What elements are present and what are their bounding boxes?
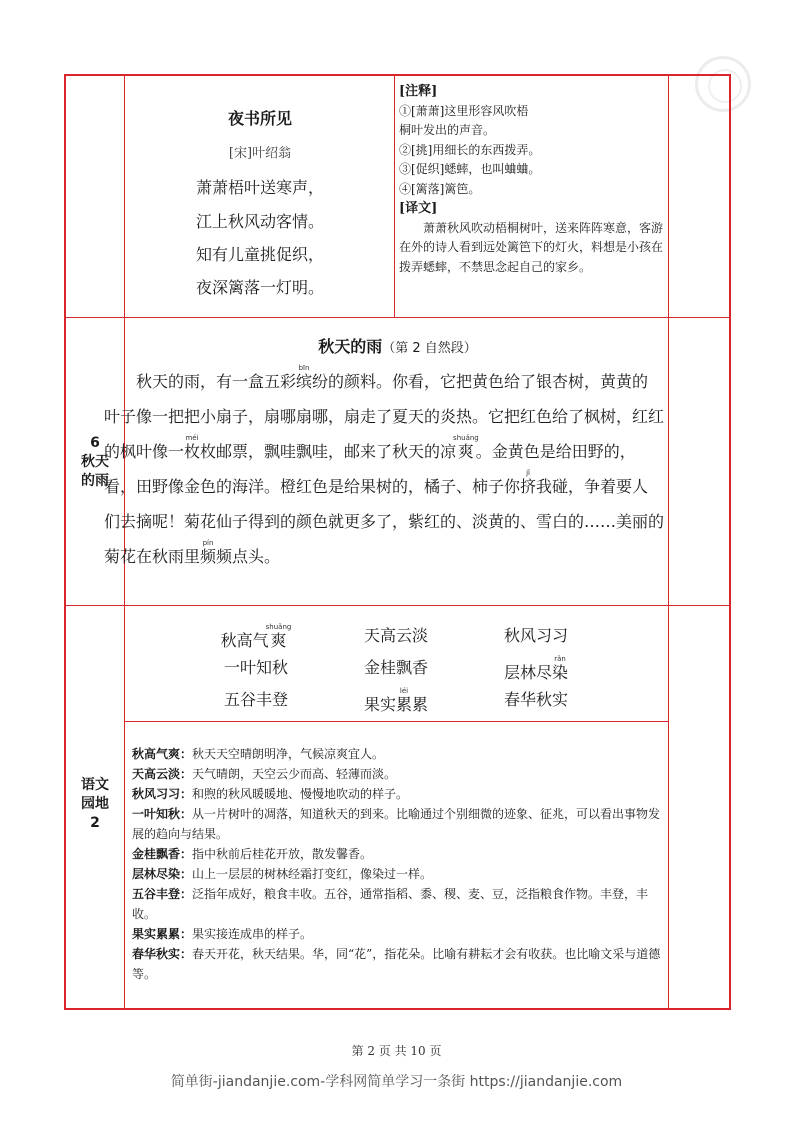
- idiom-item: 春华秋实: [503, 690, 568, 709]
- paragraph-text: 枚邮票，飘哇飘哇，邮来了秋天的凉: [200, 442, 457, 461]
- lesson-subtitle: （第 2 自然段）: [382, 341, 477, 356]
- paragraph-text: 我碰，争着要人们去摘呢！菊花仙子得到的颜色就更多了，紫红的、淡黄的、雪白的……美丽的菊花在秋雨里: [104, 477, 665, 566]
- translation-header: [译文]: [399, 201, 438, 216]
- explanation-term: 五谷丰登：: [132, 887, 193, 901]
- lesson-number: 2: [90, 815, 100, 831]
- column-divider-right: [668, 76, 669, 1008]
- explanation-term: 天高云淡：: [132, 767, 193, 781]
- idiom-explanations: [132, 744, 664, 984]
- explanation-term: 金桂飘香：: [132, 847, 193, 861]
- explanation-text: 从一片树叶的凋落，知道秋天的到来。比喻通过个别细微的迹象、征兆，可以看出事物发展的趋向与结果。: [132, 807, 661, 841]
- page-number: 第 2 页 共 10 页: [351, 1044, 442, 1058]
- pinyin-ruby: 染rǎn: [552, 655, 569, 682]
- lesson-label-line: 语文: [81, 777, 109, 793]
- translation-text: 萧萧秋风吹动梧桐树叶，送来阵阵寒意，客游在外的诗人看到远处篱笆下的灯火，料想是小孩在拨弄蟋蟀，不禁思念起自己的家乡。: [399, 220, 664, 274]
- idiom-item: 五谷丰登: [223, 690, 288, 709]
- explanation-term: 层林尽染：: [132, 867, 193, 881]
- explanation-item: [132, 864, 664, 884]
- explanation-text: 指中秋前后桂花开放，散发馨香。: [192, 847, 373, 861]
- explanation-item: [132, 844, 664, 864]
- explanation-item: [132, 884, 664, 924]
- notes-header: [注释]: [399, 84, 438, 99]
- idiom-item: 秋高气爽shuǎng: [220, 623, 292, 650]
- explanation-item: [132, 924, 664, 944]
- poem-line: 江上秋风动客情。: [195, 212, 324, 231]
- poem-line: 萧萧梧叶送寒声，: [195, 178, 324, 197]
- poem-title: 夜书所见: [227, 109, 292, 128]
- paragraph-text: 秋天的雨，有一盒五彩: [136, 372, 297, 391]
- idiom-item: 天高云淡: [363, 626, 428, 645]
- lesson-paragraph: [104, 364, 664, 574]
- lesson-title: [126, 334, 669, 357]
- lesson-label-line: 的雨: [81, 473, 109, 489]
- poem-notes: [399, 82, 667, 277]
- explanation-text: 天气晴朗，天空云少而高、轻薄而淡。: [192, 767, 397, 781]
- paragraph-text: 频点头。: [216, 547, 281, 566]
- note-item: ④[篱落]篱笆。: [399, 181, 481, 196]
- lesson-label-line: 园地: [81, 796, 109, 812]
- explanation-item: [132, 784, 664, 804]
- paragraph-text: 。金黄色是给田野的，看，田野像金色的海洋。橙红色是给果树的，橘子、柿子你: [104, 442, 636, 496]
- pinyin-ruby: 频pín: [200, 539, 217, 566]
- explanation-item: [132, 944, 664, 984]
- note-item: ③[促织]蟋蟀，也叫蛐蛐。: [399, 162, 541, 176]
- explanation-text: 秋天天空晴朗明净，气候凉爽宜人。: [192, 747, 385, 761]
- poem-line: 夜深篱落一灯明。: [195, 278, 324, 297]
- idiom-item: 果实累léi累: [363, 687, 429, 714]
- note-item: ②[挑]用细长的东西拨弄。: [399, 142, 541, 157]
- explanation-term: 秋高气爽：: [132, 747, 193, 761]
- poem-author: [宋]叶绍翁: [228, 146, 292, 161]
- explanation-text: 泛指年成好，粮食丰收。五谷，通常指稻、黍、稷、麦、豆，泛指粮食作物。丰登，丰收。: [132, 887, 649, 921]
- explanation-text: 和煦的秋风暖暖地、慢慢地吹动的样子。: [192, 787, 409, 801]
- row-divider-2: [66, 605, 729, 606]
- note-item: 桐叶发出的声音。: [399, 123, 496, 137]
- poem-notes-divider: [394, 76, 395, 317]
- pinyin-ruby: 爽shuǎng: [453, 434, 479, 461]
- explanation-text: 山上一层层的树林经霜打变红，像染过一样。: [192, 867, 433, 881]
- explanation-term: 果实累累：: [132, 927, 193, 941]
- explanation-term: 一叶知秋：: [132, 807, 193, 821]
- idiom-item: 秋风习习: [503, 626, 568, 645]
- explanation-text: 果实接连成串的样子。: [192, 927, 313, 941]
- explanation-item: [132, 744, 664, 764]
- row-divider-1: [66, 317, 729, 318]
- explanation-term: 春华秋实：: [132, 947, 193, 961]
- row-divider-3: [124, 721, 668, 722]
- explanation-item: [132, 764, 664, 784]
- pinyin-ruby: 爽shuǎng: [265, 623, 292, 650]
- poem-line: 知有儿童挑促织，: [195, 245, 324, 264]
- explanation-term: 秋风习习：: [132, 787, 193, 801]
- lesson-label-garden: [66, 776, 124, 833]
- idiom-item: 一叶知秋: [223, 658, 288, 677]
- paragraph-text: 纷的颜料。你看，它把黄色给了银杏树，黄黄的叶子像一把把小扇子，扇哪扇哪，扇走了夏天的炎热。它把红色给了枫树，红红的枫叶像一: [104, 372, 665, 461]
- lesson-number: 6: [90, 435, 100, 451]
- site-footer: 简单街-jiandanjie.com-学科网简单学习一条街 https://jiandanjie.com: [170, 1074, 623, 1090]
- note-item: ①[萧萧]这里形容风吹梧: [399, 103, 529, 118]
- lesson-label-line: 秋天: [81, 454, 109, 470]
- idiom-item: 金桂飘香: [363, 658, 428, 677]
- pinyin-ruby: 缤bīn: [296, 364, 313, 391]
- pinyin-ruby: 枚méi: [184, 434, 201, 461]
- pinyin-ruby: 挤jǐ: [520, 469, 537, 496]
- explanation-item: [132, 804, 664, 844]
- idiom-item: 层林尽染rǎn: [503, 655, 569, 682]
- explanation-text: 春天开花，秋天结果。华，同“花”，指花朵。比喻有耕耘才会有收获。也比喻文采与道德等。: [132, 947, 661, 981]
- pinyin-ruby: 累léi: [395, 687, 412, 714]
- content-table: [64, 74, 731, 1010]
- lesson-title-text: 秋天的雨: [318, 337, 383, 356]
